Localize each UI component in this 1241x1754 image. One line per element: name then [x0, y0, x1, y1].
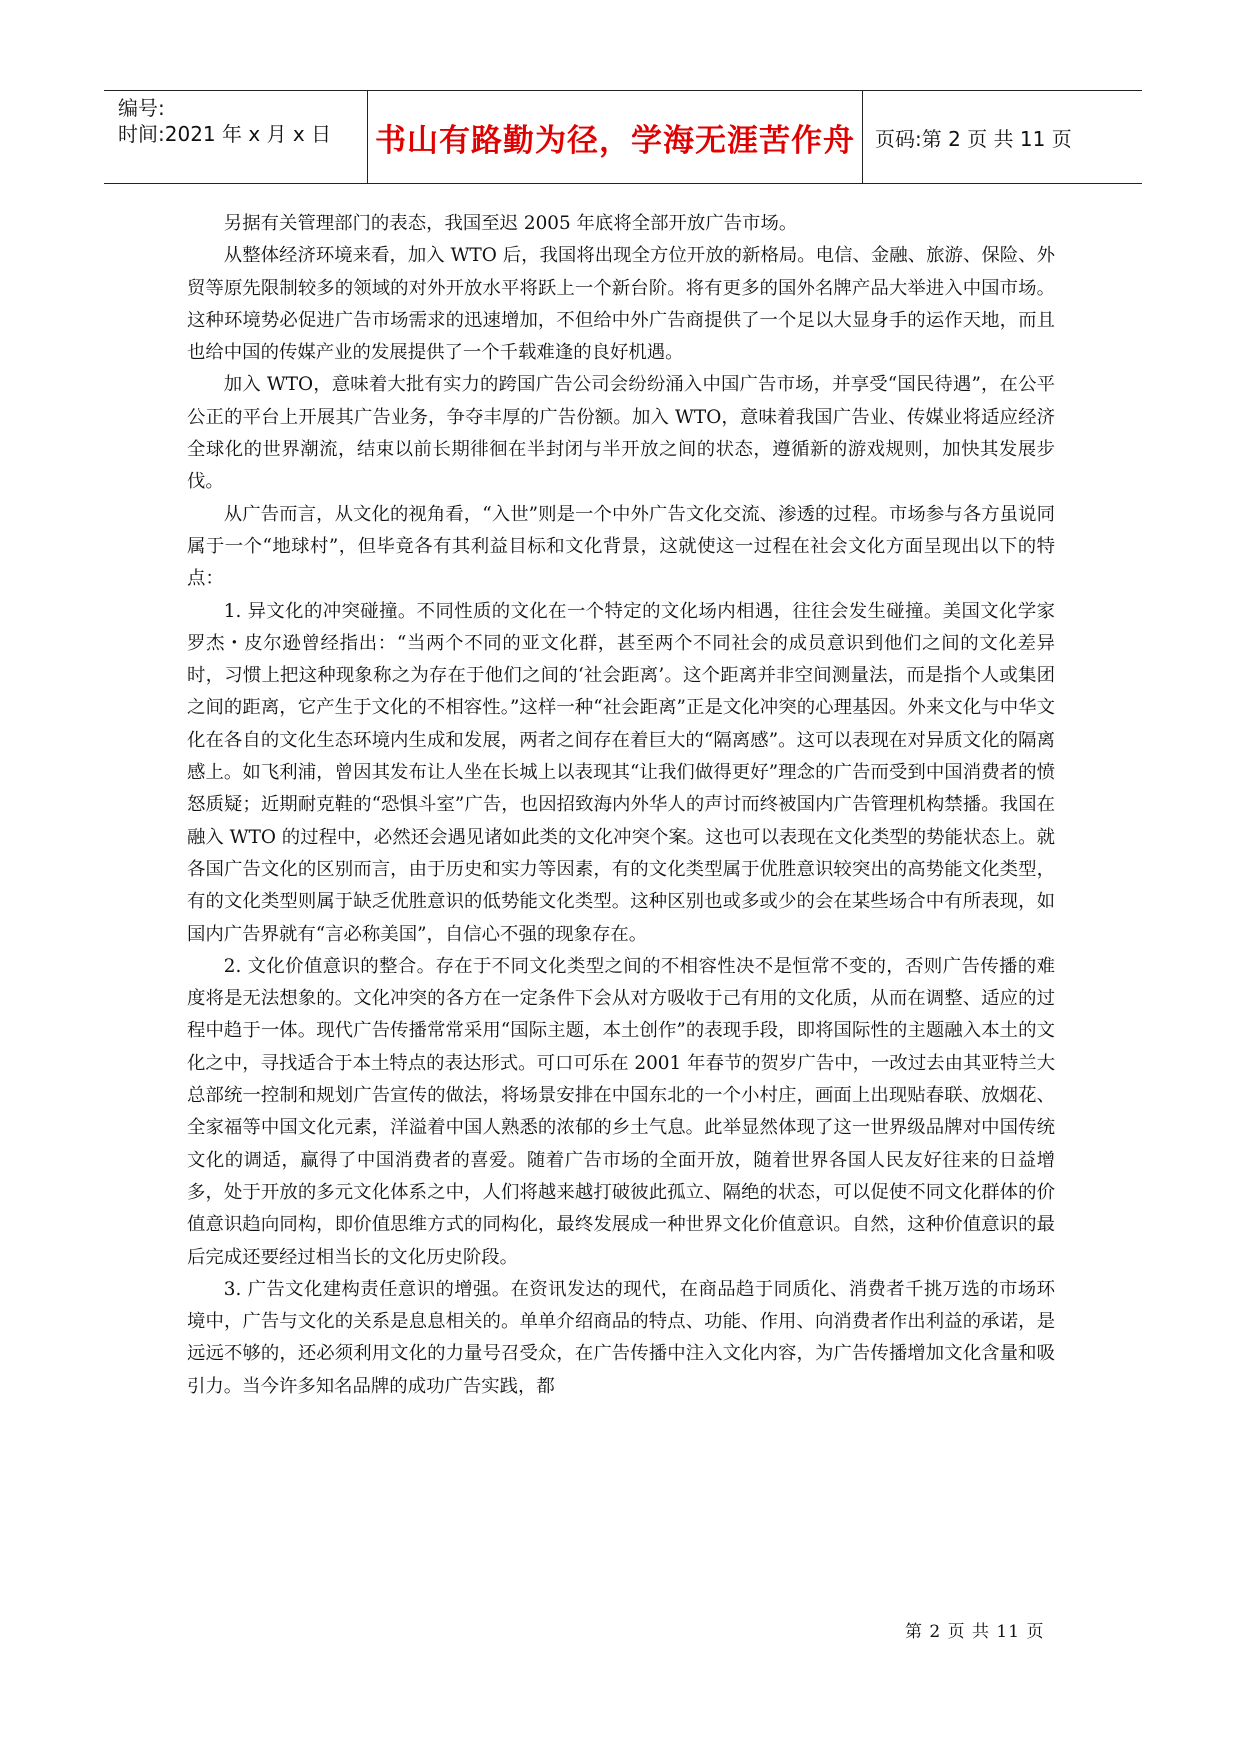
paragraph: 从整体经济环境来看，加入 WTO 后，我国将出现全方位开放的新格局。电信、金融、旅游、保险、外贸等原先限制较多的领域的对外开放水平将跃上一个新台阶。将有更多的国外名牌产品大举进入中国市场。这种环境势必促进广告市场需求的迅速增加，不但给中外广告商提供了一个足以大显身手的运作天地，而且也给中国的传媒产业的发展提供了一个千载难逢的良好机遇。: [187, 245, 1055, 364]
document-body: [187, 208, 1055, 1403]
document-header: [104, 90, 1142, 184]
document-code: [118, 95, 165, 121]
page-value: 第 2 页 共 11 页: [921, 126, 1072, 151]
header-info-cell: [104, 91, 368, 183]
time-label: 时间:: [118, 122, 165, 146]
paragraph: 另据有关管理部门的表态，我国至迟 2005 年底将全部开放广告市场。: [223, 213, 798, 234]
code-label: 编号:: [118, 96, 165, 120]
header-motto-cell: [368, 91, 863, 183]
header-motto: 书山有路勤为径，学海无涯苦作舟: [375, 122, 855, 159]
header-page-cell: [863, 91, 1142, 183]
paragraph: 2. 文化价值意识的整合。存在于不同文化类型之间的不相容性决不是恒常不变的，否则广告传播的难度将是无法想象的。文化冲突的各方在一定条件下会从对方吸收于己有用的文化质，从而在调整、适应的过程中趋于一体。现代广告传播常常采用“国际主题，本土创作”的表现手段，即将国际性的主题融入本土的文化之中，寻找适合于本土特点的表达形式。可口可乐在 2001 年春节的贺岁广告中，一改过去由其亚特兰大总部统一控制和规划广告宣传的做法，将场景安排在中国东北的一个小村庄，画面上出现贴春联、放烟花、全家福等中国文化元素，洋溢着中国人熟悉的浓郁的乡土气息。此举显然体现了这一世界级品牌对中国传统文化的调适，赢得了中国消费者的喜爱。随着广告市场的全面开放，随着世界各国人民友好往来的日益增多，处于开放的多元文化体系之中，人们将越来越打破彼此孤立、隔绝的状态，可以促使不同文化群体的价值意识趋向同构，即价值思维方式的同构化，最终发展成一种世界文化价值意识。自然，这种价值意识的最后完成还要经过相当长的文化历史阶段。: [187, 955, 1055, 1268]
page-footer: 第 2 页 共 11 页: [905, 1622, 1045, 1642]
paragraph: 3. 广告文化建构责任意识的增强。在资讯发达的现代，在商品趋于同质化、消费者千挑万选的市场环境中，广告与文化的关系是息息相关的。单单介绍商品的特点、功能、作用、向消费者作出利益的承诺，是远远不够的，还必须利用文化的力量号召受众，在广告传播中注入文化内容，为广告传播增加文化含量和吸引力。当今许多知名品牌的成功广告实践，都: [187, 1278, 1055, 1397]
paragraph: 1. 异文化的冲突碰撞。不同性质的文化在一个特定的文化场内相遇，往往会发生碰撞。美国文化学家罗杰・皮尔逊曾经指出：“当两个不同的亚文化群，甚至两个不同社会的成员意识到他们之间的文化差异时，习惯上把这种现象称之为存在于他们之间的‘社会距离’。这个距离并非空间测量法，而是指个人或集团之间的距离，它产生于文化的不相容性。”这样一种“社会距离”正是文化冲突的心理基因。外来文化与中华文化在各自的文化生态环境内生成和发展，两者之间存在着巨大的“隔离感”。这可以表现在对异质文化的隔离感上。如飞利浦，曾因其发布让人坐在长城上以表现其“让我们做得更好”理念的广告而受到中国消费者的愤怒质疑；近期耐克鞋的“恐惧斗室”广告，也因招致海内外华人的声讨而终被国内广告管理机构禁播。我国在融入 WTO 的过程中，必然还会遇见诸如此类的文化冲突个案。这也可以表现在文化类型的势能状态上。就各国广告文化的区别而言，由于历史和实力等因素，有的文化类型属于优胜意识较突出的高势能文化类型，有的文化类型则属于缺乏优胜意识的低势能文化类型。这种区别也或多或少的会在某些场合中有所表现，如国内广告界就有“言必称美国”，自信心不强的现象存在。: [187, 600, 1055, 945]
document-time: [118, 121, 331, 147]
paragraph: 加入 WTO，意味着大批有实力的跨国广告公司会纷纷涌入中国广告市场，并享受“国民待遇”，在公平公正的平台上开展其广告业务，争夺丰厚的广告份额。加入 WTO，意味着我国广告业、传媒业将适应经济全球化的世界潮流，结束以前长期徘徊在半封闭与半开放之间的状态，遵循新的游戏规则，加快其发展步伐。: [187, 374, 1055, 493]
time-value: 2021 年 x 月 x 日: [164, 122, 332, 146]
paragraph: 从广告而言，从文化的视角看，“入世”则是一个中外广告文化交流、渗透的过程。市场参与各方虽说同属于一个“地球村”，但毕竟各有其利益目标和文化背景，这就使这一过程在社会文化方面呈现出以下的特点：: [187, 503, 1055, 590]
page-label: 页码:: [875, 126, 922, 151]
